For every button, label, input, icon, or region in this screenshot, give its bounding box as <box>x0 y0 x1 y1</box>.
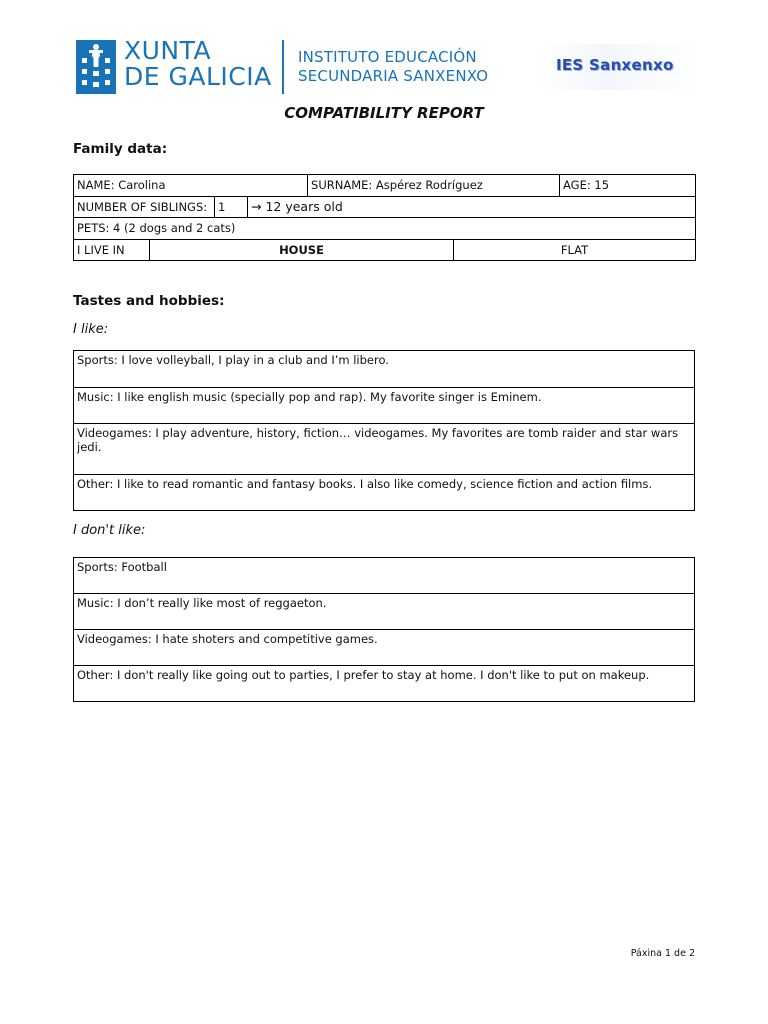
table-row <box>74 351 695 388</box>
like-music-cell: Music: I like english music (specially pop and rap). My favorite singer is Eminem. <box>74 388 695 424</box>
institute-line-2: SECUNDARIA SANXENXO <box>298 67 489 85</box>
table-row <box>74 218 696 240</box>
dislike-videogames-cell: Videogames: I hate shoters and competitive games. <box>74 630 695 666</box>
xunta-wordmark <box>124 38 272 90</box>
siblings-note-cell: → 12 years old <box>248 196 696 218</box>
table-row <box>74 630 695 666</box>
likes-table <box>73 350 695 511</box>
table-row <box>74 175 696 197</box>
header-divider <box>282 40 284 94</box>
table-row <box>74 239 696 261</box>
ies-logo-text: IES Sanxenxo <box>556 56 674 74</box>
family-data-heading: Family data: <box>73 141 168 157</box>
surname-cell: SURNAME: Aspérez Rodríguez <box>308 175 560 197</box>
like-sports-cell: Sports: I love volleyball, I play in a club and I’m libero. <box>74 351 695 388</box>
dislike-other-cell: Other: I don't really like going out to parties, I prefer to stay at home. I don't like to put on makeup. <box>74 666 695 702</box>
house-option-cell: HOUSE <box>150 239 454 261</box>
institute-name <box>298 48 488 86</box>
table-row <box>74 196 696 218</box>
report-title: COMPATIBILITY REPORT <box>284 104 484 122</box>
xunta-line-2: DE GALICIA <box>124 62 272 91</box>
name-cell: NAME: Carolina <box>74 175 308 197</box>
table-row <box>74 475 695 511</box>
tastes-hobbies-heading: Tastes and hobbies: <box>73 293 225 309</box>
xunta-line-1: XUNTA <box>124 36 212 65</box>
dislikes-heading: I don't like: <box>73 523 146 538</box>
dislikes-table <box>73 557 695 702</box>
pets-cell: PETS: 4 (2 dogs and 2 cats) <box>74 218 696 240</box>
table-row <box>74 666 695 702</box>
dislike-music-cell: Music: I don’t really like most of reggaeton. <box>74 594 695 630</box>
siblings-value-cell: 1 <box>215 196 248 218</box>
xunta-coat-of-arms-icon <box>76 40 116 94</box>
page-header <box>0 0 768 100</box>
ies-sanxenxo-logo <box>540 44 700 90</box>
dislike-sports-cell: Sports: Football <box>74 558 695 594</box>
flat-option-cell: FLAT <box>454 239 696 261</box>
like-videogames-cell: Videogames: I play adventure, history, fiction… videogames. My favorites are tomb raider and star wars jedi. <box>74 424 695 475</box>
table-row <box>74 424 695 475</box>
siblings-label-cell: NUMBER OF SIBLINGS: <box>74 196 215 218</box>
table-row <box>74 594 695 630</box>
live-in-label-cell: I LIVE IN <box>74 239 150 261</box>
page-number: Páxina 1 de 2 <box>630 948 695 959</box>
table-row <box>74 558 695 594</box>
table-row <box>74 388 695 424</box>
like-other-cell: Other: I like to read romantic and fantasy books. I also like comedy, science fiction and action films. <box>74 475 695 511</box>
family-data-table <box>73 174 696 261</box>
likes-heading: I like: <box>73 322 109 337</box>
age-cell: AGE: 15 <box>560 175 696 197</box>
institute-line-1: INSTITUTO EDUCACIÓN <box>298 48 477 66</box>
